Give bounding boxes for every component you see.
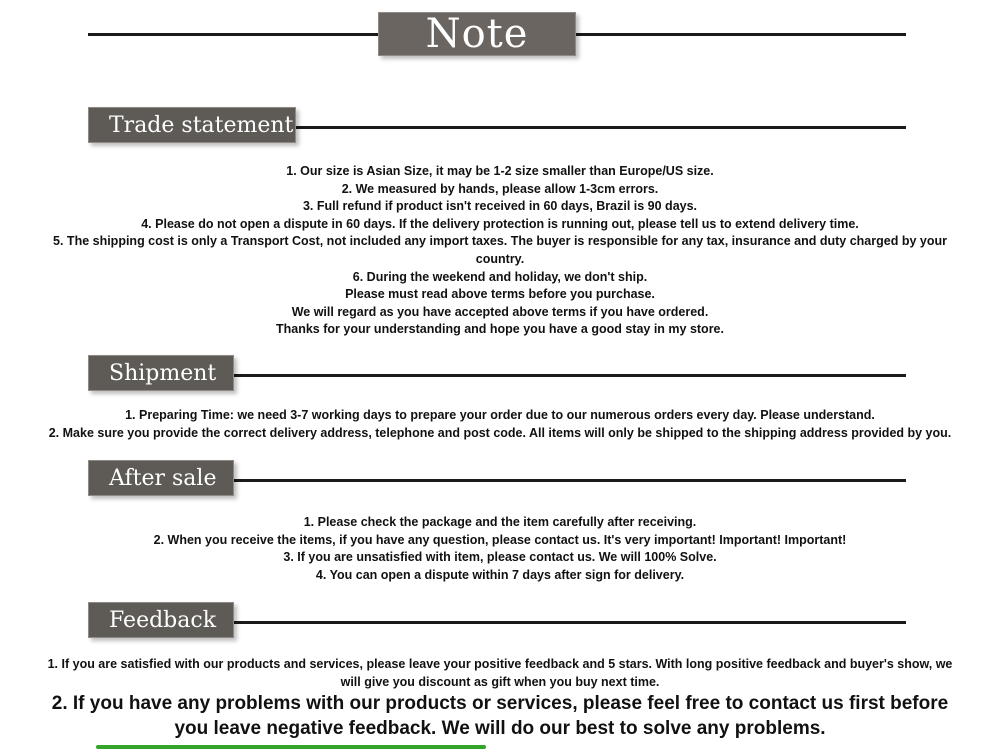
trade-line: 3. Full refund if product isn't received in 60 days, Brazil is 90 days. <box>302 199 698 214</box>
trade-line: 5. The shipping cost is only a Transport Cost, not included any import taxes. The buyer is responsible for any tax, insurance and duty charged by your <box>53 234 947 249</box>
trade-line: 4. Please do not open a dispute in 60 days. If the delivery protection is running out, please tell us to extend delivery time. <box>141 216 859 231</box>
trade-statement-heading: Trade statement <box>88 107 296 143</box>
feedback-line: will give you discount as gift when you buy next time. <box>340 674 660 689</box>
green-accent-bar <box>96 745 486 749</box>
trade-line: We will regard as you have accepted above terms if you have ordered. <box>291 304 709 319</box>
trade-line: 1. Our size is Asian Size, it may be 1-2 size smaller than Europe/US size. <box>286 164 714 178</box>
trade-rule <box>294 126 906 129</box>
shipment-text <box>0 407 1000 442</box>
trade-line: 6. During the weekend and holiday, we don't ship. <box>352 269 648 284</box>
shipment-line: 1. Preparing Time: we need 3-7 working days to prepare your order due to our numerous orders every day. Please understand. <box>125 408 875 422</box>
trade-line: Please must read above terms before you purchase. <box>345 287 655 302</box>
after-sale-line: 4. You can open a dispute within 7 days after sign for delivery. <box>315 567 685 582</box>
trade-line: 2. We measured by hands, please allow 1-3cm errors. <box>341 181 659 196</box>
trade-statement-text <box>0 163 1000 339</box>
note-title: Note <box>378 12 576 56</box>
feedback-text <box>0 656 1000 691</box>
trade-line: country. <box>475 251 525 266</box>
note-rule-left <box>88 33 380 36</box>
feedback-big-line: you leave negative feedback. We will do our best to solve any problems. <box>174 718 826 739</box>
feedback-rule <box>232 621 906 624</box>
feedback-big-line: 2. If you have any problems with our products or services, please feel free to contact us first before <box>51 693 949 714</box>
after-sale-line: 2. When you receive the items, if you have any question, please contact us. It's very important! Important! Important! <box>153 532 847 547</box>
feedback-heading: Feedback <box>88 602 234 638</box>
feedback-emphasis-text <box>0 691 1000 741</box>
after-sale-heading: After sale <box>88 460 234 496</box>
after-sale-line: 3. If you are unsatisfied with item, please contact us. We will 100% Solve. <box>283 550 717 565</box>
feedback-line: 1. If you are satisfied with our products and services, please leave your positive feedback and 5 stars. With long positive feedback and buyer's show, we <box>47 657 953 671</box>
after-sale-line: 1. Please check the package and the item carefully after receiving. <box>303 515 697 529</box>
after-sale-text <box>0 514 1000 584</box>
after-sale-rule <box>232 479 906 482</box>
shipment-heading: Shipment <box>88 355 234 391</box>
shipment-rule <box>232 374 906 377</box>
note-rule-right <box>574 33 906 36</box>
trade-line: Thanks for your understanding and hope you have a good stay in my store. <box>276 322 724 337</box>
shipment-line: 2. Make sure you provide the correct delivery address, telephone and post code. All items will only be shipped to the shipping address provided by you. <box>48 425 952 440</box>
